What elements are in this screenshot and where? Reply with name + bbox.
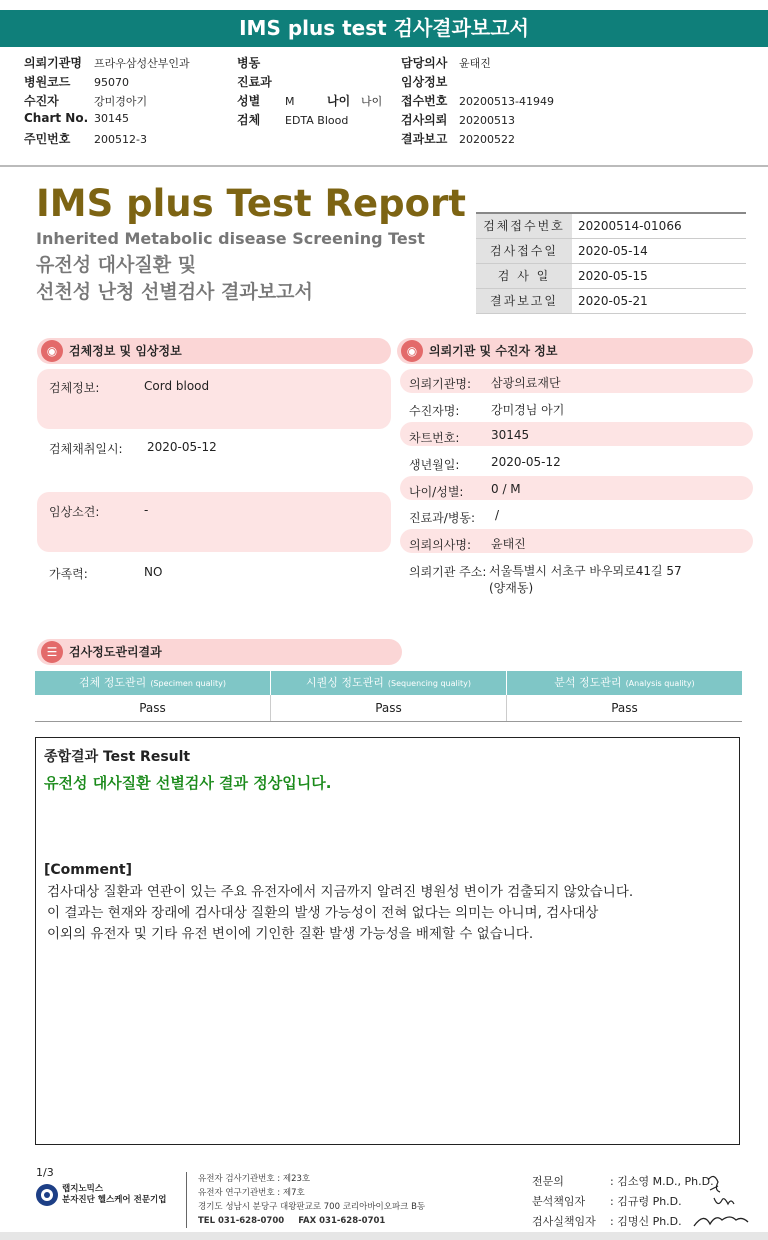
ward-label: 병동 [237,56,261,70]
request-date-label: 검사의뢰 [401,113,448,127]
lock-icon: ◉ [401,340,423,362]
comment-line: 이 결과는 현재와 장래에 검사대상 질환의 발생 가능성이 전혀 없다는 의미는 아니며, 검사대상 [47,905,599,921]
qc-header-specimen: 검체 정도관리 (Specimen quality) [35,671,271,695]
signer-name: : 김소영 M.D., Ph.D. [610,1175,714,1188]
receipt-row [476,264,746,289]
comment-line: 이외의 유전자 및 기타 유전 변이에 기인한 질환 발생 가능성을 배제할 수 없습니다. [47,926,534,942]
address-line2: (양재동) [489,581,534,595]
top-title: IMS plus test 검사결과보고서 [239,16,529,40]
company-logo-icon [36,1184,58,1206]
clinical-box [37,492,391,552]
report-date-label: 결과보고 [401,132,448,146]
signer-role: 분석책임자 [532,1195,586,1208]
page-number: 1/3 [36,1166,54,1179]
result-box [35,737,740,1145]
chart-no-label: Chart No. [24,111,89,125]
receipt-row [476,239,746,264]
qc-specimen-value: Pass [35,695,271,721]
qc-section-title: 검사정도관리결과 [69,645,162,659]
report-header [0,54,768,164]
receipt-key: 검체접수번호 [476,214,572,238]
specimen-info-box [37,369,391,429]
doctor-name-value: 윤태진 [491,537,526,551]
resident-no-label: 주민번호 [24,132,71,146]
header-divider [0,165,768,167]
result-summary: 유전성 대사질환 선별검사 결과 정상입니다. [44,774,332,792]
institution-section-title: 의뢰기관 및 수진자 정보 [429,344,558,358]
hospital-code-label: 병원코드 [24,75,71,89]
clipboard-icon: ☰ [41,641,63,663]
address-line1: 서울특별시 서초구 바우뫼로41길 57 [489,564,682,578]
institution-section-header [397,338,753,364]
signers-roles [532,1172,596,1232]
comment-line: 검사대상 질환과 연관이 있는 주요 유전자에서 지금까지 알려진 병원성 변이가 검출되지 않았습니다. [47,884,634,900]
company-name: 랩지노믹스 분자진단 헬스케어 전문기업 [62,1184,167,1205]
report-subtitle-ko-line1: 유전성 대사질환 및 [36,254,197,276]
doctor-value: 윤태진 [459,57,491,70]
lab-info: 유전자 검사기관번호 : 제23호 유전자 연구기관번호 : 제7호 경기도 성남시 분당구 대왕판교로 700 코리아바이오파크 B동 TEL 031-628-0700 FAX 031-628-0701 [198,1174,426,1226]
dept-ward-label: 진료과/병동: [409,511,476,525]
receipt-row [476,214,746,239]
chart-number-label: 차트번호: [409,431,460,445]
request-date-value: 20200513 [459,114,515,127]
hospital-label: 의뢰기관명 [24,56,82,70]
page-bottom-strip [0,1232,768,1240]
chart-no-value: 30145 [94,112,129,125]
doctor-label: 담당의사 [401,56,448,70]
collect-date-label: 검체채취일시: [49,442,123,456]
patient-value: 강미경아기 [94,95,148,108]
clinical-value: - [144,503,149,517]
patient-label: 수진자 [24,94,59,108]
signer-role: 전문의 [532,1175,564,1188]
report-subtitle-ko [36,252,313,306]
age-value: 나이 [361,95,383,108]
lock-icon: ◉ [41,340,63,362]
receipt-value: 20200514-01066 [578,219,682,233]
clinical-label: 임상소견: [49,505,100,519]
address-value [489,562,682,596]
footer [0,1160,768,1240]
receipt-value: 2020-05-15 [578,269,648,283]
age-sex-value: 0 / M [491,482,521,496]
inst-name-label: 의뢰기관명: [409,377,472,391]
hospital-value: 프라우삼성산부인과 [94,57,190,70]
patient-name-label: 수진자명: [409,404,460,418]
qc-table-row [35,695,742,722]
hospital-code-value: 95070 [94,76,129,89]
qc-analysis-value: Pass [611,701,638,715]
clinical-info-label: 임상정보 [401,75,448,89]
age-sex-label: 나이/성별: [409,485,464,499]
resident-no-value: 200512-3 [94,133,147,146]
chart-number-value: 30145 [491,428,530,442]
sex-label: 성별 [237,94,261,108]
receipt-table [476,212,746,314]
signer-name: : 김규령 Ph.D. [610,1195,682,1208]
receipt-row [476,289,746,314]
qc-sequencing-value: Pass [271,695,507,721]
birthdate-value: 2020-05-12 [491,455,561,469]
patient-name-value: 강미경님 아기 [491,403,565,417]
result-heading: 종합결과 Test Result [44,749,191,765]
footer-divider [186,1172,187,1228]
specimen-value: EDTA Blood [285,114,349,127]
qc-table-header [35,671,742,695]
birthdate-label: 생년월일: [409,458,460,472]
comment-text [47,882,633,945]
dept-ward-value: / [495,508,500,522]
header-col2 [237,54,382,130]
report-date-value: 20200522 [459,133,515,146]
signer-name: : 김명신 Ph.D. [610,1215,682,1228]
receipt-value: 2020-05-14 [578,244,648,258]
receipt-no-value: 20200513-41949 [459,95,554,108]
qc-header-analysis: 분석 정도관리 (Analysis quality) [554,676,695,689]
age-label: 나이 [327,94,351,108]
specimen-section-header [37,338,391,364]
signature-image [690,1168,760,1232]
report-subtitle-ko-line2: 선천성 난청 선별검사 결과보고서 [36,281,313,303]
report-title: IMS plus Test Report [36,182,466,225]
qc-table [35,671,742,722]
specimen-info-label: 검체정보: [49,381,100,395]
comment-label: [Comment] [44,862,133,878]
sex-value: M [285,95,295,108]
family-history-label: 가족력: [49,567,88,581]
family-history-value: NO [144,565,163,579]
header-col3 [401,54,554,149]
receipt-value: 2020-05-21 [578,294,648,308]
report-subtitle-en: Inherited Metabolic disease Screening Test [36,229,425,248]
signer-role: 검사실책임자 [532,1215,596,1228]
header-col1 [24,54,190,149]
address-label: 의뢰기관 주소: [409,565,487,579]
doctor-name-label: 의뢰의사명: [409,538,472,552]
specimen-info-value: Cord blood [144,379,210,393]
receipt-no-label: 접수번호 [401,94,448,108]
specimen-label: 검체 [237,113,261,127]
qc-header-sequencing: 시퀀싱 정도관리 (Sequencing quality) [271,671,507,695]
specimen-section-title: 검체정보 및 임상정보 [69,344,182,358]
dept-label: 진료과 [237,75,272,89]
receipt-key: 검사접수일 [476,239,572,263]
qc-section-header [37,639,402,665]
top-title-bar [0,10,768,47]
receipt-key: 결과보고일 [476,289,572,313]
inst-name-value: 삼광의료재단 [491,376,561,390]
receipt-key: 검 사 일 [476,264,572,288]
collect-date-value: 2020-05-12 [147,440,217,454]
